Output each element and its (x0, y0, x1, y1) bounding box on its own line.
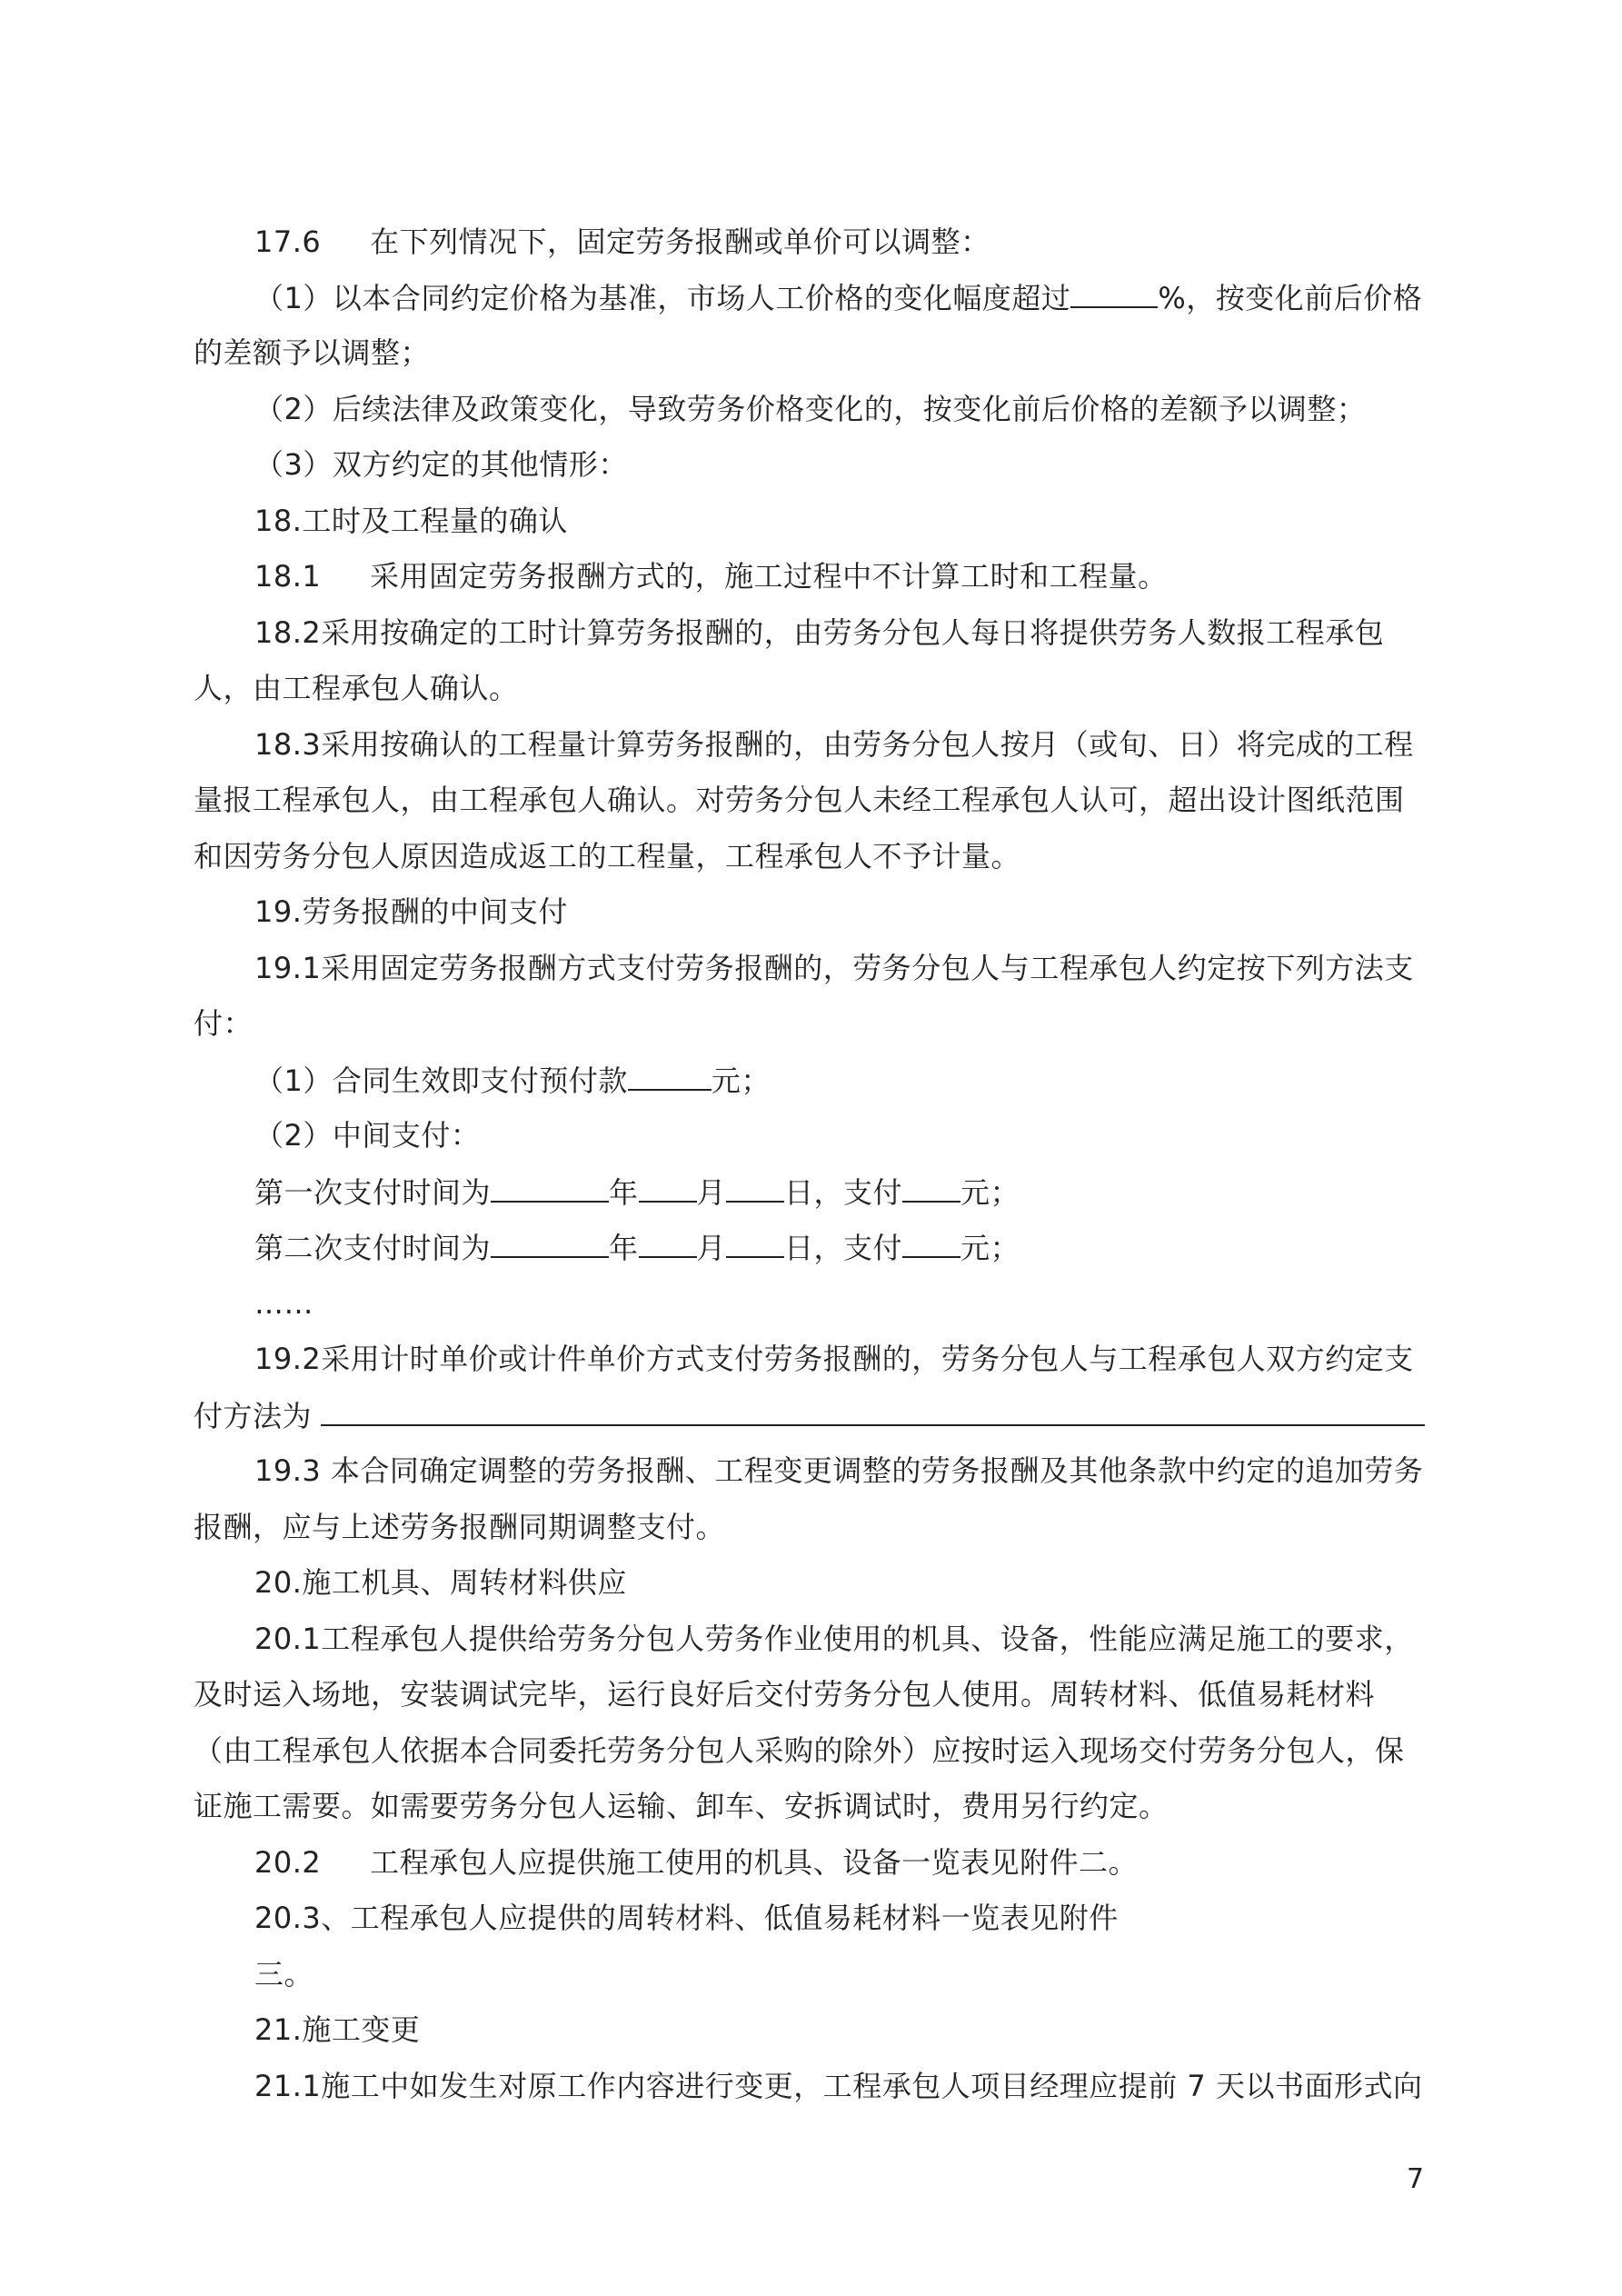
clause-18-2-line2: 人，由工程承包人确认。 (194, 671, 519, 705)
payment-second-year: 年 (609, 1231, 639, 1265)
payment-first-day-blank (726, 1173, 784, 1203)
clause-19-1-line1: 19.1采用固定劳务报酬方式支付劳务报酬的，劳务分包人与工程承包人约定按下列方法支 (254, 951, 1414, 985)
clause-19-2-line1: 19.2采用计时单价或计件单价方式支付劳务报酬的，劳务分包人与工程承包人双方约定支 (254, 1342, 1414, 1376)
payment-first-amount-blank (902, 1173, 960, 1203)
clause-20-3-line2: 三。 (254, 1957, 314, 1992)
clause-19-2-line2 (194, 1397, 1425, 1434)
payment-method-blank (321, 1397, 1425, 1426)
clause-20-1-line3: （由工程承包人依据本合同委托劳务分包人采购的除外）应按时运入现场交付劳务分包人，保 (194, 1733, 1405, 1768)
payment-second-day-blank (726, 1229, 784, 1258)
clause-18-3-line2: 量报工程承包人，由工程承包人确认。对劳务分包人未经工程承包人认可，超出设计图纸范围 (194, 783, 1405, 817)
payment-first-year-blank (491, 1173, 609, 1203)
clause-20-3-line1: 20.3、工程承包人应提供的周转材料、低值易耗材料一览表见附件 (254, 1901, 1119, 1935)
clause-18-2-line1: 18.2采用按确定的工时计算劳务报酬的，由劳务分包人每日将提供劳务人数报工程承包 (254, 615, 1385, 650)
ellipsis: …… (254, 1286, 313, 1321)
clause-17-6-3: （3）双方约定的其他情形： (254, 447, 628, 482)
payment-first-month-blank (639, 1173, 697, 1203)
clause-20-1-line2: 及时运入场地，安装调试完毕，运行良好后交付劳务分包人使用。周转材料、低值易耗材料 (194, 1677, 1376, 1712)
payment-first-day: 日，支付 (784, 1175, 903, 1210)
section-heading-21: 21.施工变更 (254, 2012, 421, 2047)
payment-second-month: 月 (696, 1231, 727, 1265)
payment-first-month: 月 (696, 1175, 727, 1210)
clause-20-1-line4: 证施工需要。如需要劳务分包人运输、卸车、安拆调试时，费用另行约定。 (194, 1789, 1169, 1823)
payment-second-month-blank (639, 1229, 697, 1258)
clause-17-6-1-line1 (254, 279, 1422, 316)
clause-19-1-line2: 付： (194, 1006, 254, 1041)
clause-18-1: 18.1 采用固定劳务报酬方式的，施工过程中不计算工时和工程量。 (254, 559, 1168, 594)
payment-second-amount-blank (902, 1229, 960, 1258)
payment-row-second (254, 1229, 1020, 1266)
advance-amount-blank (628, 1062, 711, 1091)
clause-17-6-2: （2）后续法律及政策变化，导致劳务价格变化的，按变化前后价格的差额予以调整； (254, 392, 1367, 426)
clause-21-1-line1: 21.1施工中如发生对原工作内容进行变更，工程承包人项目经理应提前 7 天以书面形式向 (254, 2069, 1423, 2103)
clause-19-3-line1: 19.3 本合同确定调整的劳务报酬、工程变更调整的劳务报酬及其他条款中约定的追加劳务 (254, 1453, 1424, 1488)
clause-19-3-line2: 报酬，应与上述劳务报酬同期调整支付。 (194, 1510, 726, 1544)
payment-first-unit: 元； (960, 1175, 1020, 1210)
page-number: 7 (1407, 2163, 1425, 2195)
clause-17-6: 17.6 在下列情况下，固定劳务报酬或单价可以调整： (254, 225, 990, 259)
clause-17-6-1-tail: %，按变化前后价格 (1158, 281, 1423, 315)
clause-17-6-1-text: （1）以本合同约定价格为基准，市场人工价格的变化幅度超过 (254, 281, 1071, 315)
payment-second-day: 日，支付 (784, 1231, 903, 1265)
section-heading-19: 19.劳务报酬的中间支付 (254, 894, 568, 929)
clause-18-3-line1: 18.3采用按确认的工程量计算劳务报酬的，由劳务分包人按月（或旬、日）将完成的工程 (254, 727, 1414, 762)
payment-first-year: 年 (609, 1175, 639, 1210)
clause-20-1-line1: 20.1工程承包人提供给劳务分包人劳务作业使用的机具、设备，性能应满足施工的要求， (254, 1622, 1414, 1656)
payment-first-label: 第一次支付时间为 (254, 1175, 492, 1210)
clause-20-2: 20.2 工程承包人应提供施工使用的机具、设备一览表见附件二。 (254, 1845, 1139, 1880)
payment-row-first (254, 1173, 1020, 1211)
section-heading-18: 18.工时及工程量的确认 (254, 504, 568, 538)
clause-17-6-1-line2: 的差额予以调整； (194, 335, 431, 370)
advance-payment-unit: 元； (711, 1063, 771, 1098)
advance-payment-text: （1）合同生效即支付预付款 (254, 1063, 628, 1098)
payment-second-year-blank (491, 1229, 609, 1258)
payment-second-label: 第二次支付时间为 (254, 1231, 492, 1265)
clause-18-3-line3: 和因劳务分包人原因造成返工的工程量，工程承包人不予计量。 (194, 839, 1021, 873)
percent-blank (1070, 279, 1158, 308)
section-heading-20: 20.施工机具、周转材料供应 (254, 1565, 627, 1600)
clause-19-1-1 (254, 1062, 771, 1099)
payment-second-unit: 元； (960, 1231, 1020, 1265)
clause-19-1-2: （2）中间支付： (254, 1118, 481, 1153)
payment-method-label: 付方法为 (194, 1399, 313, 1433)
